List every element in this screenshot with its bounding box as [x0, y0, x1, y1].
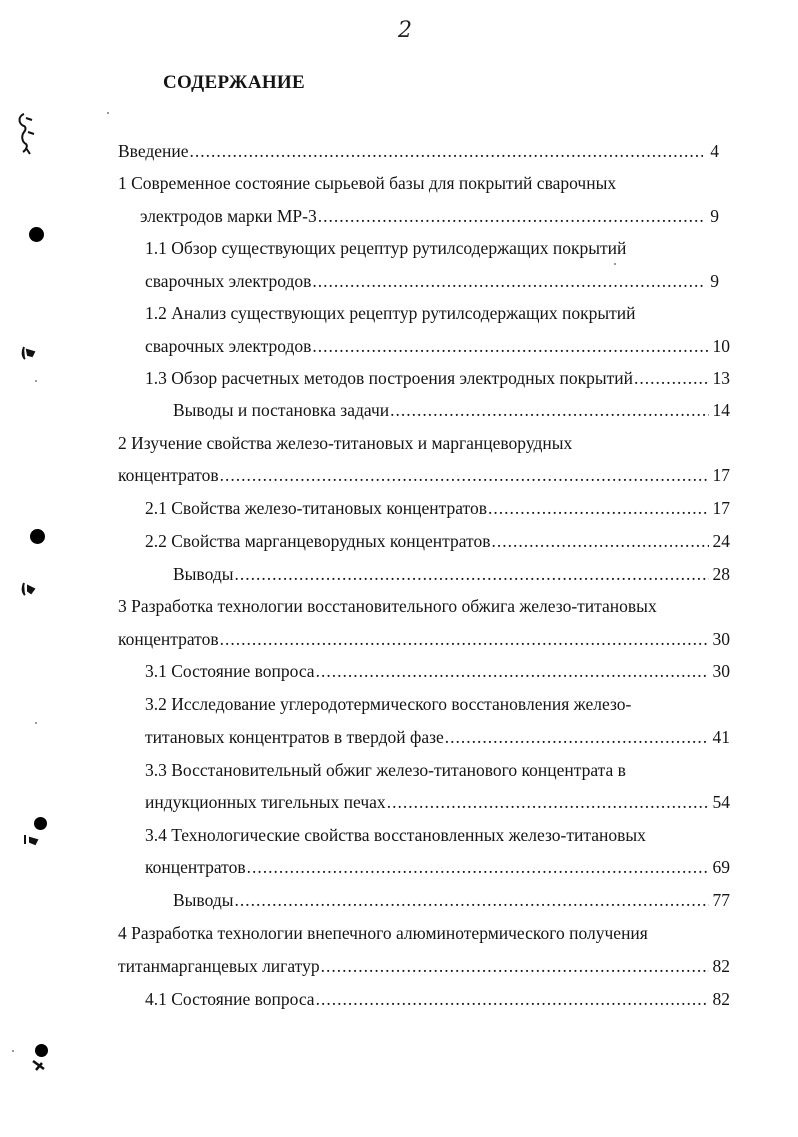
- leader-dots: [634, 366, 709, 390]
- page-number: 2: [398, 18, 412, 43]
- leader-dots: [321, 954, 709, 978]
- toc-entry-4-1: [145, 987, 730, 1011]
- toc-entry-text: Введение: [118, 141, 189, 161]
- toc-entry-3-3-line2: [145, 790, 730, 814]
- toc-entry-page: 77: [712, 890, 730, 910]
- toc-entry-text: 2.2 Свойства марганцеворудных концентратов: [145, 531, 491, 551]
- toc-entry-1-2-line2: [145, 334, 730, 358]
- leader-dots: [234, 888, 708, 912]
- toc-entry-page: 30: [712, 629, 730, 649]
- toc-entry-text: концентратов: [145, 857, 246, 877]
- scan-speck: [614, 263, 616, 265]
- toc-entry-2-1: [145, 496, 730, 520]
- toc-entry-1-1-line1: 1.1 Обзор существующих рецептур рутилсодержащих покрытий: [145, 238, 627, 258]
- toc-entry-page: 14: [712, 400, 730, 420]
- leader-dots: [190, 139, 703, 163]
- toc-entry-text: Выводы: [173, 890, 234, 910]
- toc-entry-page: 82: [712, 956, 730, 976]
- toc-entry-page: 54: [712, 792, 730, 812]
- toc-entry-page: 9: [710, 206, 719, 226]
- punch-hole-mark: [29, 227, 44, 242]
- toc-entry-3-2-line2: [145, 725, 730, 749]
- binder-clip-mark: [30, 1058, 48, 1074]
- toc-entry-page: 17: [712, 498, 730, 518]
- toc-entry-conclusions-1: [173, 398, 730, 422]
- toc-entry-page: 41: [712, 727, 730, 747]
- toc-entry-page: 4: [710, 141, 719, 161]
- leader-dots: [390, 398, 708, 422]
- toc-entry-text: 3.1 Состояние вопроса: [145, 661, 315, 681]
- toc-entry-3-4-line1: 3.4 Технологические свойства восстановленных железо-титановых: [145, 825, 646, 845]
- toc-entry-page: 13: [712, 368, 730, 388]
- leader-dots: [312, 334, 708, 358]
- toc-entry-text: Выводы и постановка задачи: [173, 400, 390, 420]
- toc-entry-page: 30: [712, 661, 730, 681]
- toc-entry-page: 69: [712, 857, 730, 877]
- toc-entry-2-2: [145, 529, 730, 553]
- leader-dots: [316, 659, 709, 683]
- leader-dots: [445, 725, 709, 749]
- toc-entry-3-1: [145, 659, 730, 683]
- toc-entry-page: 10: [712, 336, 730, 356]
- scan-speck: [35, 380, 37, 382]
- binder-clip-mark: [22, 832, 42, 848]
- toc-entry-page: 9: [710, 271, 719, 291]
- leader-dots: [220, 627, 709, 651]
- toc-entry-page: 28: [712, 564, 730, 584]
- toc-entry-3-line1: 3 Разработка технологии восстановительного обжига железо-титановых: [118, 596, 657, 616]
- leader-dots: [318, 204, 703, 228]
- toc-entry-text: концентратов: [118, 629, 219, 649]
- page-title: СОДЕРЖАНИЕ: [163, 72, 305, 93]
- leader-dots: [488, 496, 709, 520]
- toc-entry-3-4-line2: [145, 855, 730, 879]
- toc-entry-text: титановых концентратов в твердой фазе: [145, 727, 444, 747]
- toc-entry-page: 24: [712, 531, 730, 551]
- toc-entry-3-2-line1: 3.2 Исследование углеродотермического восстановления железо-: [145, 694, 632, 714]
- toc-entry-text: 1.3 Обзор расчетных методов построения электродных покрытий: [145, 368, 633, 388]
- toc-entry-3-line2: [118, 627, 730, 651]
- toc-entry-text: концентратов: [118, 465, 219, 485]
- scan-speck: [12, 1050, 14, 1052]
- leader-dots: [220, 463, 709, 487]
- binder-clip-mark: [20, 344, 38, 362]
- toc-entry-4-line1: 4 Разработка технологии внепечного алюминотермического получения: [118, 923, 648, 943]
- toc-entry-2-line1: 2 Изучение свойства железо-титановых и марганцеворудных: [118, 433, 573, 453]
- punch-hole-mark: [30, 529, 45, 544]
- toc-entry-page: 17: [712, 465, 730, 485]
- binder-clip-mark: [20, 580, 38, 598]
- toc-entry-text: электродов марки МР-3: [140, 206, 317, 226]
- punch-hole-mark: [35, 1044, 48, 1057]
- toc-entry-1-1-line2: [145, 269, 719, 293]
- scan-speck: [107, 112, 109, 114]
- toc-entry-conclusions-3: [173, 888, 730, 912]
- toc-entry-4-line2: [118, 954, 730, 978]
- leader-dots: [387, 790, 709, 814]
- toc-entry-1-2-line1: 1.2 Анализ существующих рецептур рутилсодержащих покрытий: [145, 303, 636, 323]
- leader-dots: [491, 529, 708, 553]
- binder-clip-mark: [14, 110, 40, 156]
- scan-speck: [35, 722, 37, 724]
- toc-entry-3-3-line1: 3.3 Восстановительный обжиг железо-титанового концентрата в: [145, 760, 626, 780]
- toc-entry-1-line2: [140, 204, 719, 228]
- toc-entry-text: титанмарганцевых лигатур: [118, 956, 320, 976]
- leader-dots: [316, 987, 709, 1011]
- toc-entry-text: Выводы: [173, 564, 234, 584]
- toc-entry-text: сварочных электродов: [145, 336, 312, 356]
- toc-entry-introduction: [118, 139, 719, 163]
- toc-entry-text: сварочных электродов: [145, 271, 312, 291]
- toc-entry-1-line1: 1 Современное состояние сырьевой базы для покрытий сварочных: [118, 173, 617, 193]
- toc-entry-text: индукционных тигельных печах: [145, 792, 386, 812]
- toc-entry-page: 82: [712, 989, 730, 1009]
- toc-entry-conclusions-2: [173, 562, 730, 586]
- toc-entry-1-3: [145, 366, 730, 390]
- leader-dots: [247, 855, 709, 879]
- toc-entry-text: 2.1 Свойства железо-титановых концентратов: [145, 498, 487, 518]
- leader-dots: [234, 562, 708, 586]
- leader-dots: [312, 269, 703, 293]
- punch-hole-mark: [34, 817, 47, 830]
- toc-entry-2-line2: [118, 463, 730, 487]
- toc-entry-text: 4.1 Состояние вопроса: [145, 989, 315, 1009]
